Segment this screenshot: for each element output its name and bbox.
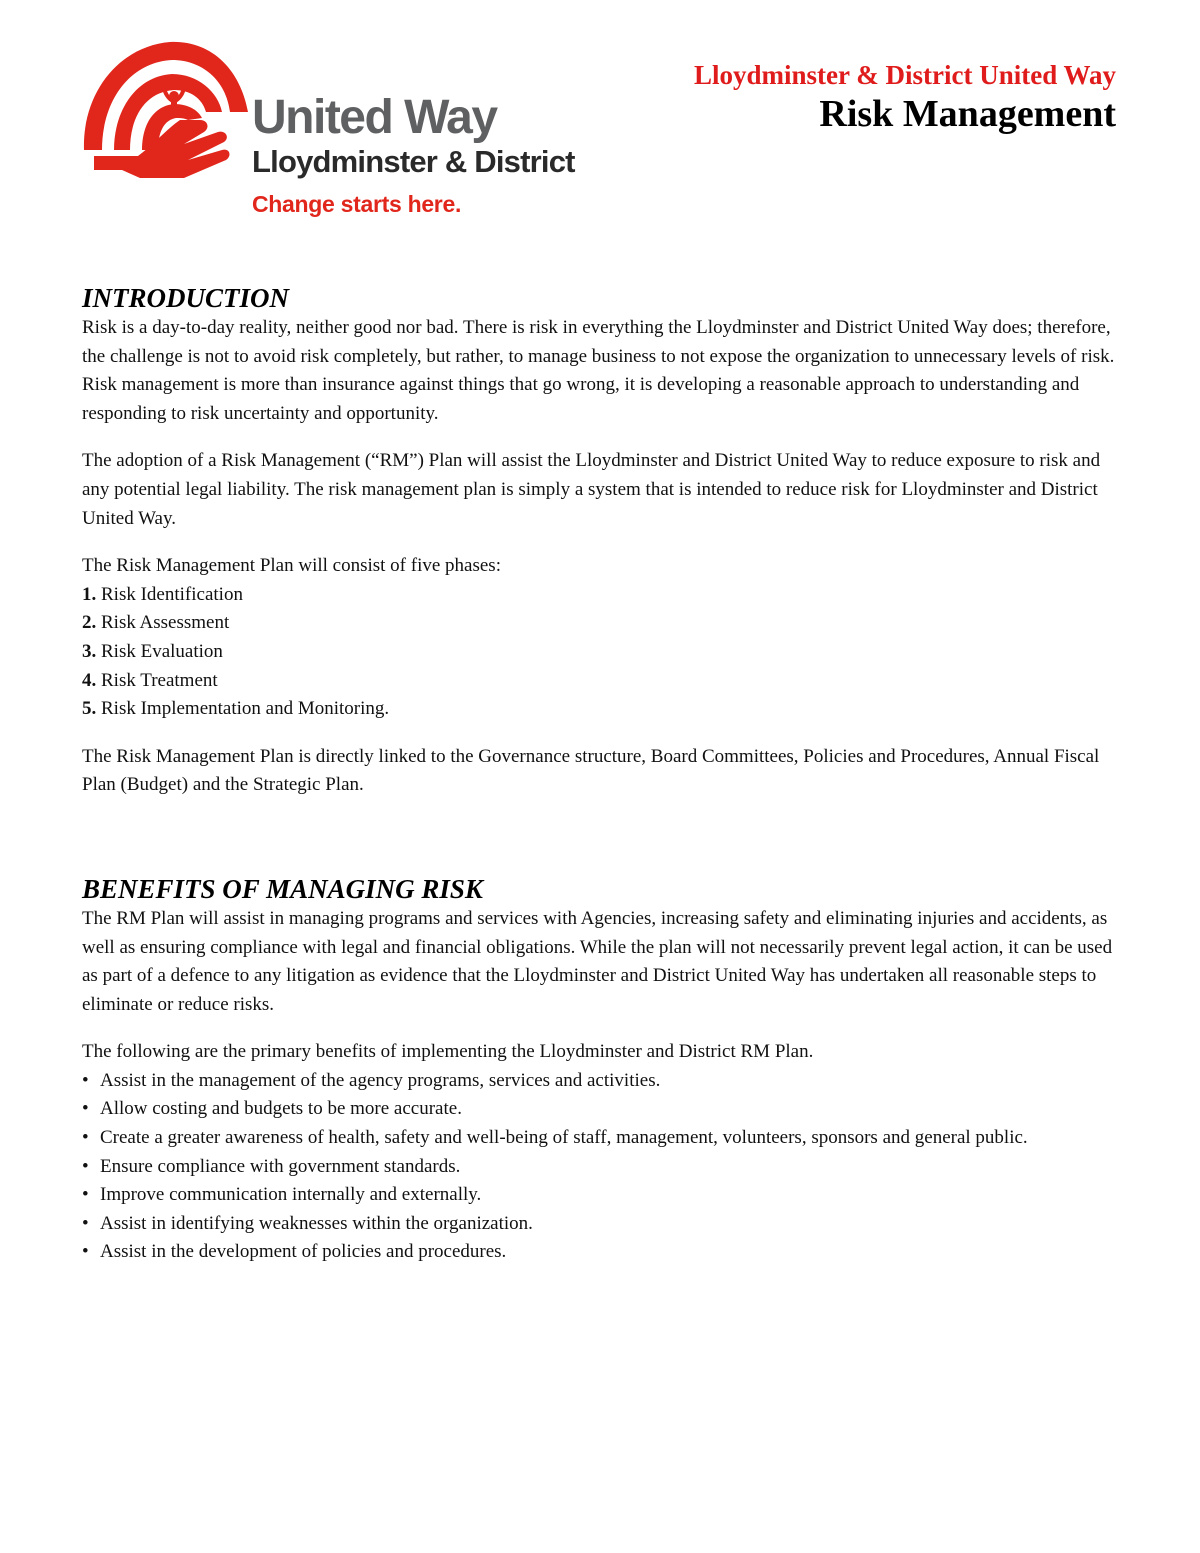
list-item: • Assist in identifying weaknesses within the organization. (82, 1210, 1122, 1239)
united-way-hand-icon (80, 32, 250, 182)
introduction-heading: INTRODUCTION (82, 283, 290, 313)
benefits-heading: BENEFITS OF MANAGING RISK (82, 873, 483, 904)
document-body (82, 282, 1122, 1267)
list-item: • Improve communication internally and externally. (82, 1181, 1122, 1210)
document-header (694, 58, 1116, 136)
united-way-logo (80, 32, 600, 232)
list-item: • Create a greater awareness of health, safety and well-being of staff, management, volunteers, sponsors and general public. (82, 1124, 1122, 1153)
bullet-icon: • (82, 1241, 89, 1263)
introduction-paragraph-1: Risk is a day-to-day reality, neither good nor bad. There is risk in everything the Lloydminster and District United Way does; therefore, the challenge is not to avoid risk completely, but rather, to manage business to not expose the organization to unnecessary levels of risk. Risk management is more than insurance against things that go wrong, it is developing a reasonable approach to understanding and responding to risk uncertainty and opportunity. (82, 317, 1115, 424)
bullet-icon: • (82, 1184, 89, 1206)
logo-brand-text: United Way (252, 91, 497, 144)
list-item: 4. Risk Treatment (82, 669, 218, 691)
bullet-icon: • (82, 1212, 89, 1234)
bullet-icon: • (82, 1155, 89, 1177)
list-item: • Assist in the management of the agency programs, services and activities. (82, 1067, 1122, 1096)
benefits-list-intro: The following are the primary benefits of implementing the Lloydminster and District RM Plan. (82, 1041, 814, 1063)
benefits-list (82, 1067, 1122, 1267)
registered-mark: ® (206, 155, 212, 164)
phases-intro: The Risk Management Plan will consist of five phases: (82, 555, 501, 577)
phases-list (82, 581, 1122, 724)
introduction-paragraph-2: The adoption of a Risk Management (“RM”) Plan will assist the Lloydminster and District United Way to reduce exposure to risk and any potential legal liability. The risk management plan is simply a system that is intended to reduce risk for Lloydminster and District United Way. (82, 450, 1101, 529)
document-title: Risk Management (819, 93, 1116, 135)
benefits-paragraph-1: The RM Plan will assist in managing programs and services with Agencies, increasing safety and eliminating injuries and accidents, as well as ensuring compliance with legal and financial obligations. While the plan will not necessarily prevent legal action, it can be used as part of a defence to any litigation as evidence that the Lloydminster and District United Way has undertaken all reasonable steps to eliminate or reduce risks. (82, 907, 1113, 1015)
list-item: • Ensure compliance with government standards. (82, 1153, 1122, 1182)
bullet-icon: • (82, 1069, 89, 1091)
list-item: 1. Risk Identification (82, 583, 243, 605)
list-item: • Allow costing and budgets to be more accurate. (82, 1095, 1122, 1124)
logo-tagline: Change starts here. (252, 191, 462, 217)
introduction-paragraph-3: The Risk Management Plan is directly linked to the Governance structure, Board Committees, Policies and Procedures, Annual Fiscal Plan (Budget) and the Strategic Plan. (82, 745, 1100, 796)
bullet-icon: • (82, 1098, 89, 1120)
list-item: 5. Risk Implementation and Monitoring. (82, 698, 390, 720)
list-item: • Assist in the development of policies and procedures. (82, 1238, 1122, 1267)
bullet-icon: • (82, 1127, 89, 1149)
list-item: 3. Risk Evaluation (82, 640, 223, 662)
list-item: 2. Risk Assessment (82, 612, 230, 634)
organization-name: Lloydminster & District United Way (694, 60, 1116, 90)
logo-place-text: Lloydminster & District (252, 144, 575, 179)
